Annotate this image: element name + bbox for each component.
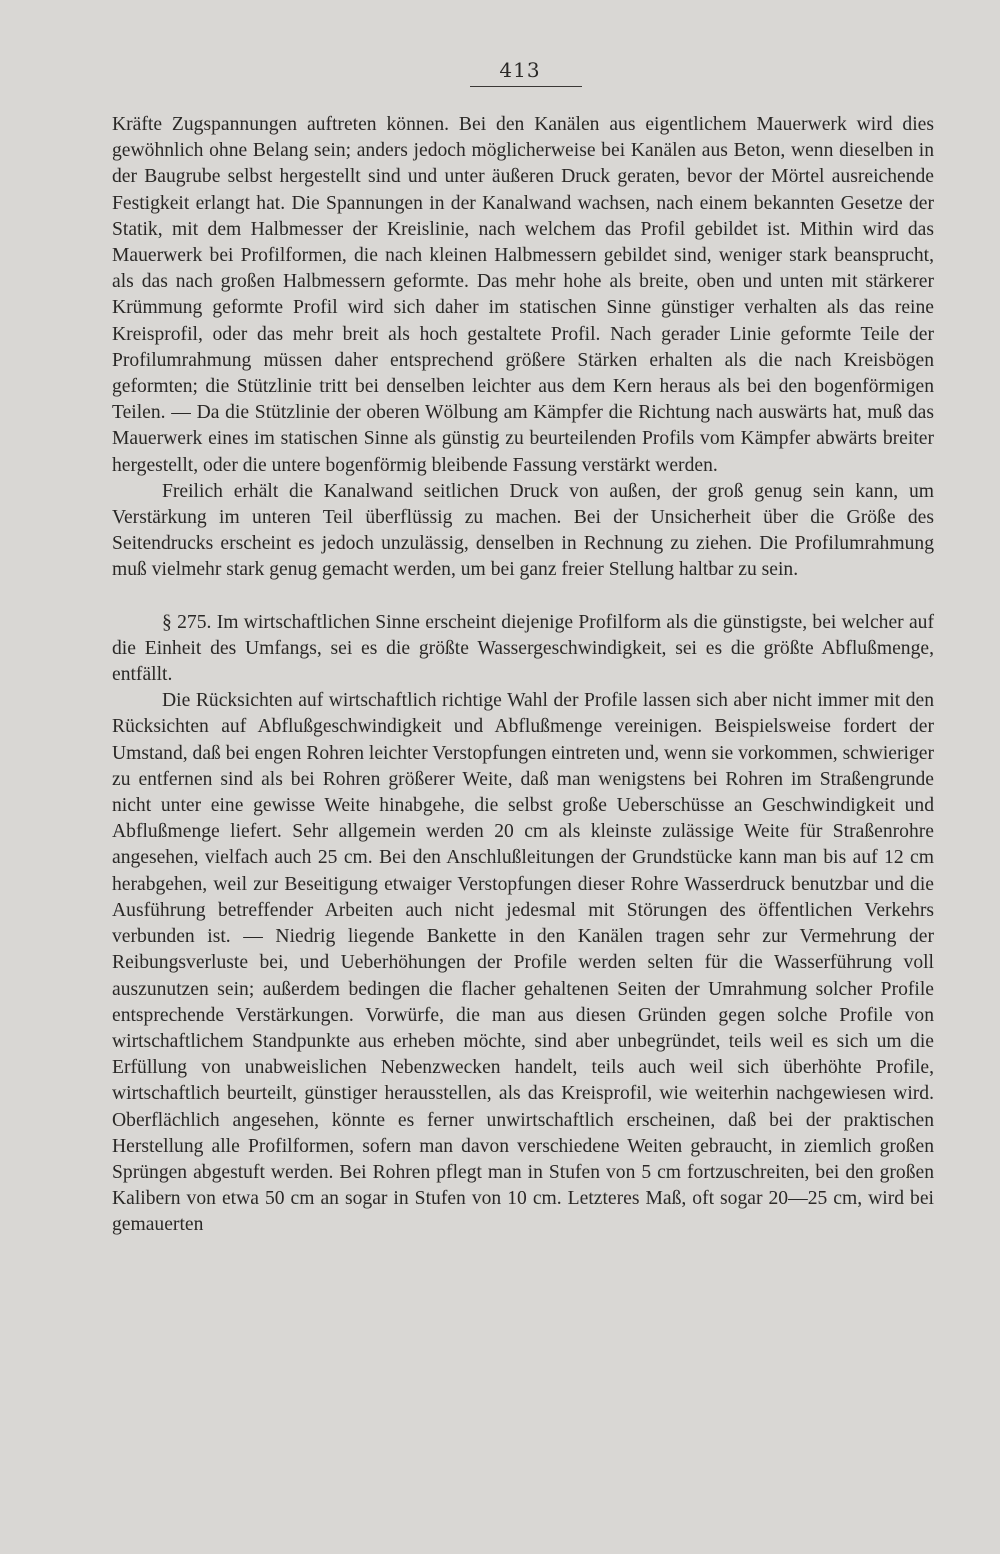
body-text — [112, 112, 934, 1239]
paragraph-1: Kräfte Zugspannungen auftreten können. Bei den Kanälen aus eigentlichem Mauerwerk wird dies gewöhnlich ohne Belang sein; anders jedoch möglicherweise bei Kanälen aus Beton, wenn dieselben in der Baugrube selbst hergestellt sind und unter äußeren Druck geraten, bevor der Mörtel ausreichende Festigkeit erlangt hat. Die Spannungen in der Kanalwand wachsen, nach einem bekannten Gesetze der Statik, mit dem Halbmesser der Kreislinie, nach welchem das Profil gebildet ist. Mithin wird das Mauerwerk bei Profilformen, die nach kleinen Halbmessern gebildet sind, weniger stark beansprucht, als das nach großen Halbmessern geformte. Das mehr hohe als breite, oben und unten mit stärkerer Krümmung geformte Profil wird sich daher im statischen Sinne günstiger verhalten als das reine Kreisprofil, oder das mehr breit als hoch gestaltete Profil. Nach gerader Linie geformte Teile der Profilumrahmung müssen daher entsprechend größere Stärken erhalten als die nach Kreisbögen geformten; die Stützlinie tritt bei denselben leichter aus dem Kern heraus als bei den bogenförmigen Teilen. — Da die Stützlinie der oberen Wölbung am Kämpfer die Richtung nach auswärts hat, muß das Mauerwerk eines im statischen Sinne als günstig zu beurteilenden Profils vom Kämpfer abwärts breiter hergestellt, oder die untere bogenförmig bleibende Fassung verstärkt werden. — [112, 114, 934, 476]
page-number-rule — [470, 86, 582, 87]
paragraph-2: Freilich erhält die Kanalwand seitlichen Druck von außen, der groß genug sein kann, um Verstärkung im unteren Teil überflüssig zu machen. Bei der Unsicherheit über die Größe des Seitendrucks erscheint es jedoch unzulässig, denselben in Rechnung zu ziehen. Die Profilumrahmung muß vielmehr stark genug gemacht werden, um bei ganz freier Stellung haltbar zu sein. — [112, 480, 934, 581]
section-275-paragraph: § 275. Im wirtschaftlichen Sinne erscheint diejenige Profilform als die günstigste, bei welcher auf die Einheit des Umfangs, sei es die größte Wassergeschwindigkeit, sei es die größte Abflußmenge, entfällt. — [112, 611, 934, 686]
page-number: 413 — [499, 58, 541, 82]
paragraph-4: Die Rücksichten auf wirtschaftlich richtige Wahl der Profile lassen sich aber nicht immer mit den Rücksichten auf Abflußgeschwindigkeit und Abflußmenge vereinigen. Beispielsweise fordert der Umstand, daß bei engen Rohren leichter Verstopfungen eintreten und, wenn sie vorkommen, schwieriger zu entfernen sind als bei Rohren größerer Weite, daß man wenigstens bei Rohren im Straßengrunde nicht unter eine gewisse Weite hinabgehe, die selbst große Ueberschüsse an Geschwindigkeit und Abflußmenge liefert. Sehr allgemein werden 20 cm als kleinste zulässige Weite für Straßenrohre angesehen, vielfach auch 25 cm. Bei den Anschlußleitungen der Grundstücke kann man bis auf 12 cm herabgehen, weil zur Beseitigung etwaiger Verstopfungen dieser Rohre Wasserdruck benutzbar und die Ausführung betreffender Arbeiten auch nicht jedesmal mit Störungen des öffentlichen Verkehrs verbunden ist. — Niedrig liegende Bankette in den Kanälen tragen sehr zur Vermehrung der Reibungsverluste bei, und Ueberhöhungen der Profile werden selten für die Wasserführung voll auszunutzen sein; außerdem bedingen die flacher gehaltenen Seiten der Umrahmung solcher Profile entsprechende Verstärkungen. Vorwürfe, die man aus diesen Gründen gegen solche Profile von wirtschaftlichem Standpunkte aus erheben möchte, sind aber unbegründet, teils weil es sich um die Erfüllung von unabweislichen Nebenzwecken handelt, teils auch weil sich überhöhte Profile, wirtschaftlich beurteilt, günstiger herausstellen, als das Kreisprofil, wie weiterhin nachgewiesen wird. Oberflächlich angesehen, könnte es ferner unwirtschaftlich erscheinen, daß bei der praktischen Herstellung alle Profilformen, sofern man davon verschiedene Weiten gebraucht, in ziemlich großen Sprüngen abgestuft werden. Bei Rohren pflegt man in Stufen von 5 cm fortzuschreiten, bei den großen Kalibern von etwa 50 cm an sogar in Stufen von 10 cm. Letzteres Maß, oft sogar 20—25 cm, wird bei gemauerten — [112, 690, 934, 1236]
